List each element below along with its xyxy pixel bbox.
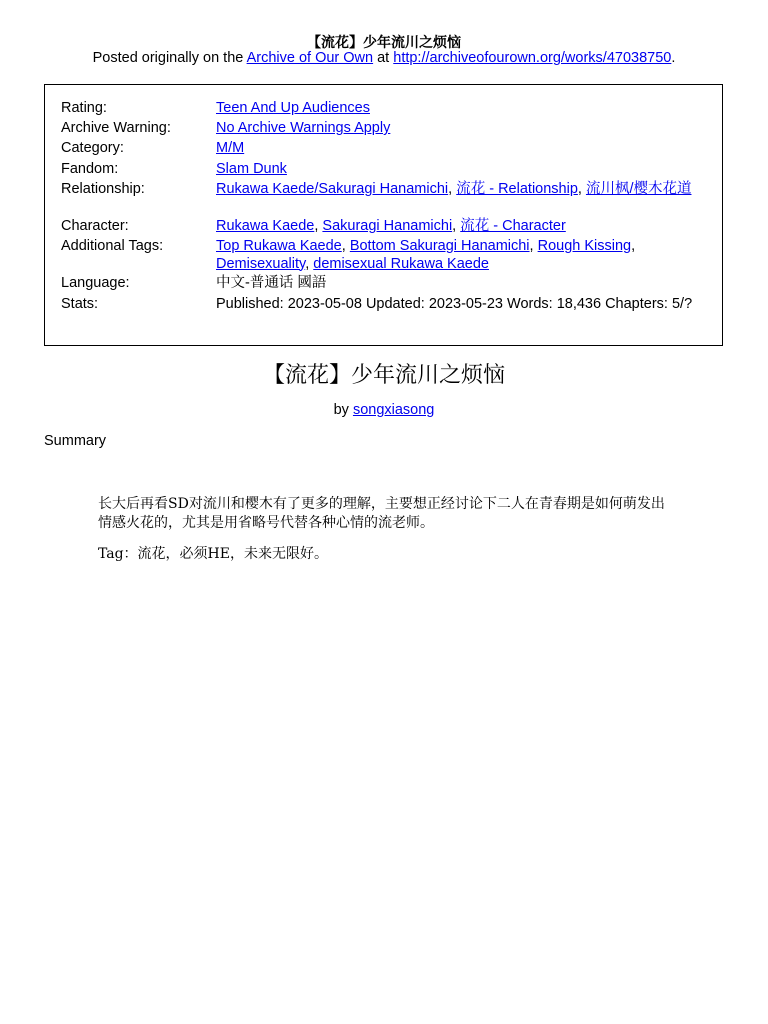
category-label: Category: xyxy=(61,140,124,156)
character-tag-link[interactable]: Sakuragi Hanamichi xyxy=(322,218,453,234)
summary-heading: Summary xyxy=(44,433,107,449)
freeform-tag-link[interactable]: demisexual Rukawa Kaede xyxy=(313,255,489,272)
fandom-label: Fandom: xyxy=(61,161,119,177)
fandom-tag-link[interactable]: Slam Dunk xyxy=(216,161,287,177)
fandom-value xyxy=(216,161,711,179)
relationship-tag-link[interactable]: 流川枫/樱木花道 xyxy=(585,181,692,197)
freeform-tag-link[interactable]: Rough Kissing xyxy=(537,238,632,254)
category-value xyxy=(216,140,711,158)
relationship-tag-link[interactable]: 流花 - Relationship xyxy=(456,181,578,197)
relationship-value: Rukawa Kaede/Sakuragi Hanamichi, 流花 - Relationship, 流川枫/樱木花道 xyxy=(216,181,692,197)
rating-label: Rating: xyxy=(61,100,107,116)
warning-tag-link[interactable]: No Archive Warnings Apply xyxy=(216,120,391,136)
warning-label: Archive Warning: xyxy=(61,120,171,136)
character-label: Character: xyxy=(61,218,129,234)
posted-originally-line xyxy=(0,50,768,66)
work-title: 【流花】少年流川之烦恼 xyxy=(262,362,505,387)
freeform-tag-link[interactable]: Top Rukawa Kaede xyxy=(216,238,342,254)
freeform-tag-link[interactable]: Demisexuality xyxy=(216,255,306,272)
work-metadata-box xyxy=(44,84,723,346)
character-value: Rukawa Kaede, Sakuragi Hanamichi, 流花 - Character xyxy=(216,218,566,234)
stats-value: Published: 2023-05-08 Updated: 2023-05-23 Words: 18,436 Chapters: 5/? xyxy=(216,296,693,312)
relationship-tag-link[interactable]: Rukawa Kaede/Sakuragi Hanamichi xyxy=(216,181,449,197)
stats-label: Stats: xyxy=(61,296,99,312)
author-link[interactable]: songxiasong xyxy=(352,402,435,418)
language-value: 中文-普通话 國語 xyxy=(216,275,327,291)
category-tag-link[interactable]: M/M xyxy=(216,140,245,156)
language-label: Language: xyxy=(61,275,130,291)
freeform-tag-link[interactable]: Bottom Sakuragi Hanamichi xyxy=(349,238,530,254)
byline-prefix: by xyxy=(333,402,353,418)
character-tag-link[interactable]: 流花 - Character xyxy=(460,218,566,234)
additional-tags-value: Top Rukawa Kaede, Bottom Sakuragi Hanamichi, Rough Kissing, Demisexuality, demisexual Rukawa Kaede xyxy=(216,238,636,272)
character-tag-link[interactable]: Rukawa Kaede xyxy=(216,218,315,234)
document-header-title: 【流花】少年流川之烦恼 xyxy=(307,34,461,50)
posted-suffix: . xyxy=(671,50,676,66)
posted-mid: at xyxy=(373,50,394,66)
byline xyxy=(0,402,768,418)
rating-tag-link[interactable]: Teen And Up Audiences xyxy=(216,100,370,116)
rating-value xyxy=(216,100,711,118)
relationship-label: Relationship: xyxy=(61,181,145,197)
warning-value xyxy=(216,120,711,138)
posted-prefix: Posted originally on the xyxy=(92,50,247,66)
summary-paragraph: Tag：流花，必须HE，未来无限好。 xyxy=(98,546,328,562)
summary-paragraph: 长大后再看SD对流川和樱木有了更多的理解，主要想正经讨论下二人在青春期是如何萌发出情感火花的，尤其是用省略号代替各种心情的流老师。 xyxy=(98,496,665,531)
additional-tags-label: Additional Tags: xyxy=(61,238,164,254)
summary-body xyxy=(98,495,678,576)
archive-link[interactable]: Archive of Our Own xyxy=(246,50,374,66)
work-url-link[interactable]: http://archiveofourown.org/works/47038750 xyxy=(393,50,672,66)
